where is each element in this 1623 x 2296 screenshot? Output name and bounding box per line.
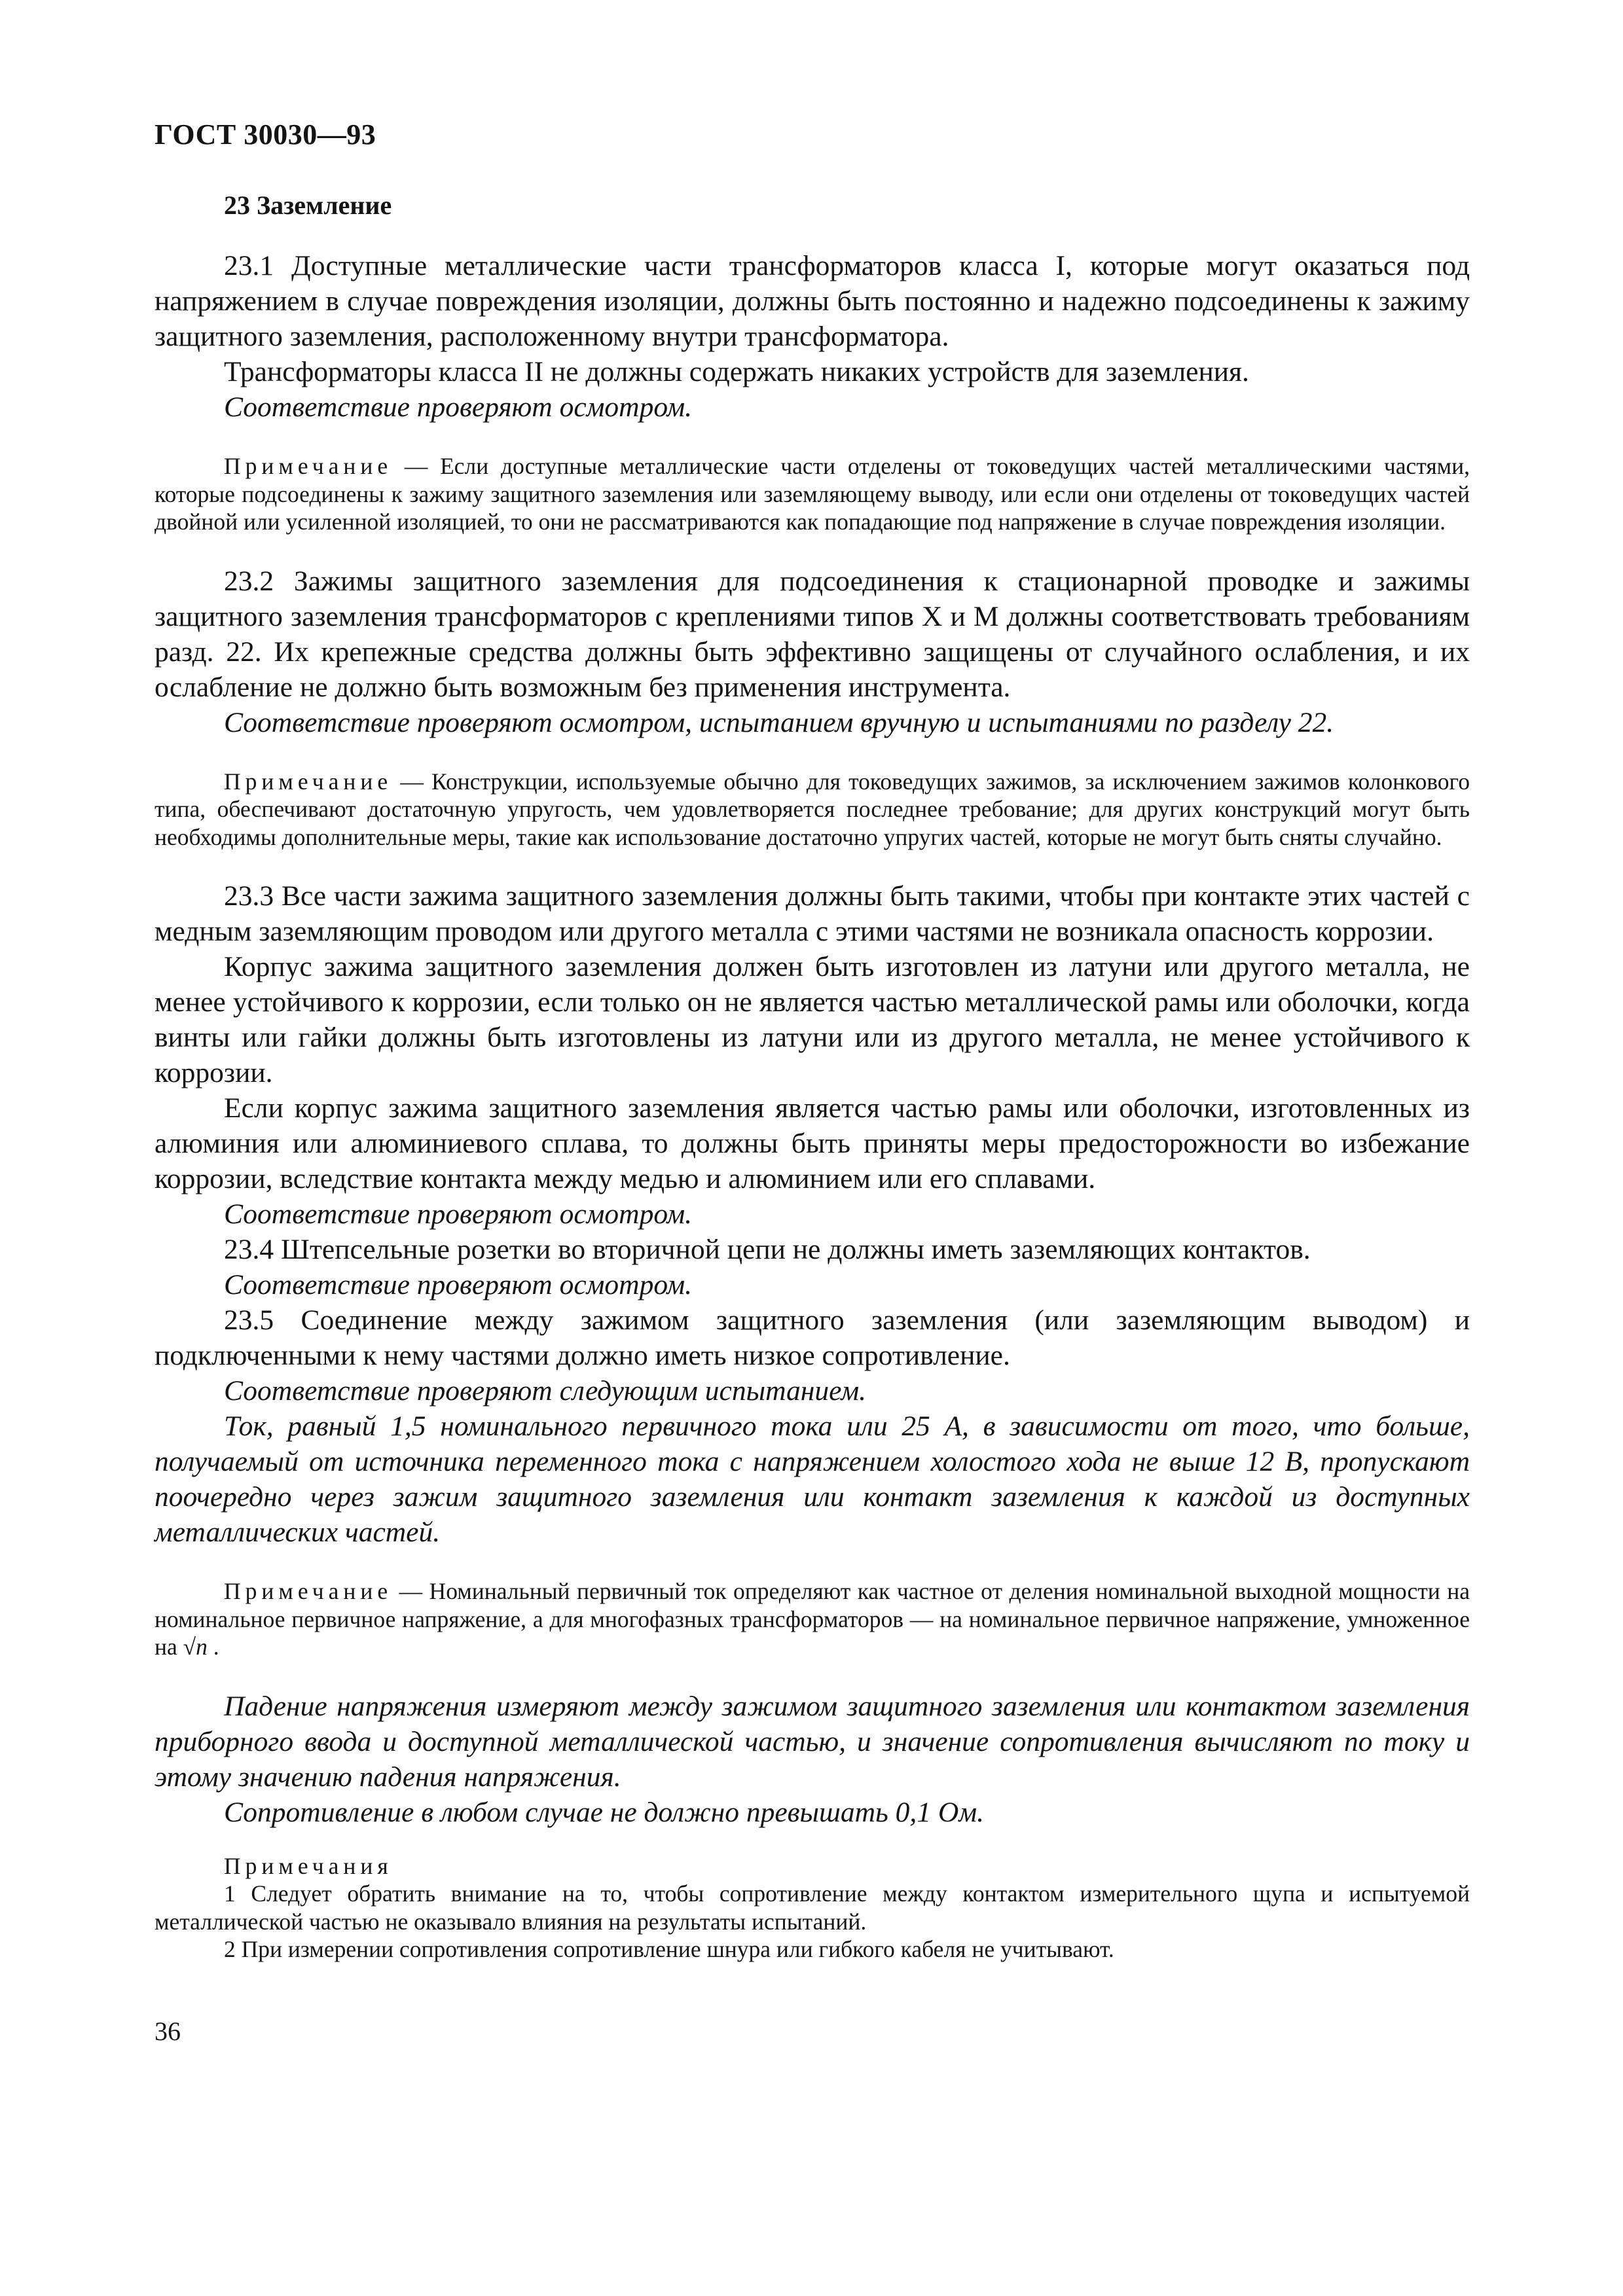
paragraph-23-2: 23.2 Зажимы защитного заземления для подсоединения к стационарной проводке и зажимы защитного заземления трансформаторов с креплениями типов X и M должны соответствовать требованиям разд. 22. Их крепежные средства должны быть эффективно защищены от случайного ослабления, и их ослабление не должно быть возможным без применения инструмента. xyxy=(155,565,1470,703)
note-end: . xyxy=(207,1634,219,1660)
note-text: — Номинальный первичный ток определяют как частное от деления номинальной выходной мощности на номинальное первичное напряжение, а для многофазных трансформаторов — на номинальное первичное напряжение, умноженное на xyxy=(155,1578,1470,1660)
notes-title: Примечания xyxy=(224,1852,393,1879)
note-label: Примечание xyxy=(224,1578,393,1604)
paragraph-aluminium: Если корпус зажима защитного заземления является частью рамы или оболочки, изготовленных из алюминия или алюминиевого сплава, то должны быть приняты меры предосторожности во избежание коррозии, вследствие контакта между медью и алюминием или его сплавами. xyxy=(155,1092,1470,1194)
section-title: 23 Заземление xyxy=(224,190,392,220)
paragraph-terminal-body: Корпус зажима защитного заземления должен быть изготовлен из латуни или другого металла, не менее устойчивого к коррозии, если только он не является частью металлической рамы или оболочки, когда винты или гайки должны быть изготовлены из латуни или из другого металла, не менее устойчивого к коррозии. xyxy=(155,951,1470,1088)
test-current-paragraph: Ток, равный 1,5 номинального первичного тока или 25 А, в зависимости от того, что больше, получаемый от источника переменного тока с напряжением холостого хода не выше 12 В, пропускают поочередно через зажим защитного заземления или контакт заземления к каждой из доступных металлических частей. xyxy=(155,1410,1470,1548)
note-1 xyxy=(155,452,1470,536)
page-number: 36 xyxy=(155,2017,181,2046)
paragraph-23-3: 23.3 Все части зажима защитного заземления должны быть такими, чтобы при контакте этих частей с медным заземляющим проводом или другого металла с этими частями не возникала опасность коррозии. xyxy=(155,880,1470,947)
document-body xyxy=(155,190,1470,1964)
compliance-check-1: Соответствие проверяют осмотром. xyxy=(224,391,693,423)
note-3 xyxy=(155,1577,1470,1661)
voltage-drop-paragraph: Падение напряжения измеряют между зажимом защитного заземления или контактом заземления приборного ввода и доступной металлической частью, и значение сопротивления вычисляют по току и этому значению падения напряжения. xyxy=(155,1690,1470,1793)
compliance-check-2: Соответствие проверяют осмотром, испытанием вручную и испытаниями по разделу 22. xyxy=(224,706,1334,738)
paragraph-23-5: 23.5 Соединение между зажимом защитного заземления (или заземляющим выводом) и подключенными к нему частями должно иметь низкое сопротивление. xyxy=(155,1304,1470,1371)
resistance-limit-paragraph: Сопротивление в любом случае не должно превышать 0,1 Ом. xyxy=(224,1796,984,1828)
notes-item-1: 1 Следует обратить внимание на то, чтобы сопротивление между контактом измерительного щупа и испытуемой металлической частью не оказывало влияния на результаты испытаний. xyxy=(155,1880,1470,1935)
compliance-check-3: Соответствие проверяют осмотром. xyxy=(224,1198,693,1230)
paragraph-class-ii: Трансформаторы класса II не должны содержать никаких устройств для заземления. xyxy=(224,356,1249,387)
compliance-check-5: Соответствие проверяют следующим испытанием. xyxy=(224,1375,866,1407)
paragraph-23-1: 23.1 Доступные металлические части трансформаторов класса I, которые могут оказаться под напряжением в случае повреждения изоляции, должны быть постоянно и надежно подсоединены к зажиму защитного заземления, расположенному внутри трансформатора. xyxy=(155,250,1470,352)
note-label: Примечание xyxy=(224,453,393,479)
note-text: — Если доступные металлические части отделены от токоведущих частей металлическими частями, которые подсоединены к зажиму защитного заземления или заземляющему выводу, или если они отделены от токоведущих частей двойной или усиленной изоляцией, то они не рассматриваются как попадающие под напряжение в случае повреждения изоляции. xyxy=(155,453,1470,535)
compliance-check-4: Соответствие проверяют осмотром. xyxy=(224,1269,693,1300)
note-text: — Конструкции, используемые обычно для токоведущих зажимов, за исключением зажимов колонкового типа, обеспечивают достаточную упругость, чем удовлетворяется последнее требование; для других конструкций могут быть необходимы дополнительные меры, такие как использование достаточно упругих частей, которые не могут быть сняты случайно. xyxy=(155,768,1470,850)
document-code-header: ГОСТ 30030—93 xyxy=(155,118,376,151)
note-2 xyxy=(155,768,1470,852)
note-label: Примечание xyxy=(224,768,393,795)
sqrt-n-formula: √n xyxy=(183,1634,208,1660)
notes-item-2: 2 При измерении сопротивления сопротивление шнура или гибкого кабеля не учитывают. xyxy=(224,1936,1114,1962)
paragraph-23-4: 23.4 Штепсельные розетки во вторичной цепи не должны иметь заземляющих контактов. xyxy=(224,1234,1311,1265)
